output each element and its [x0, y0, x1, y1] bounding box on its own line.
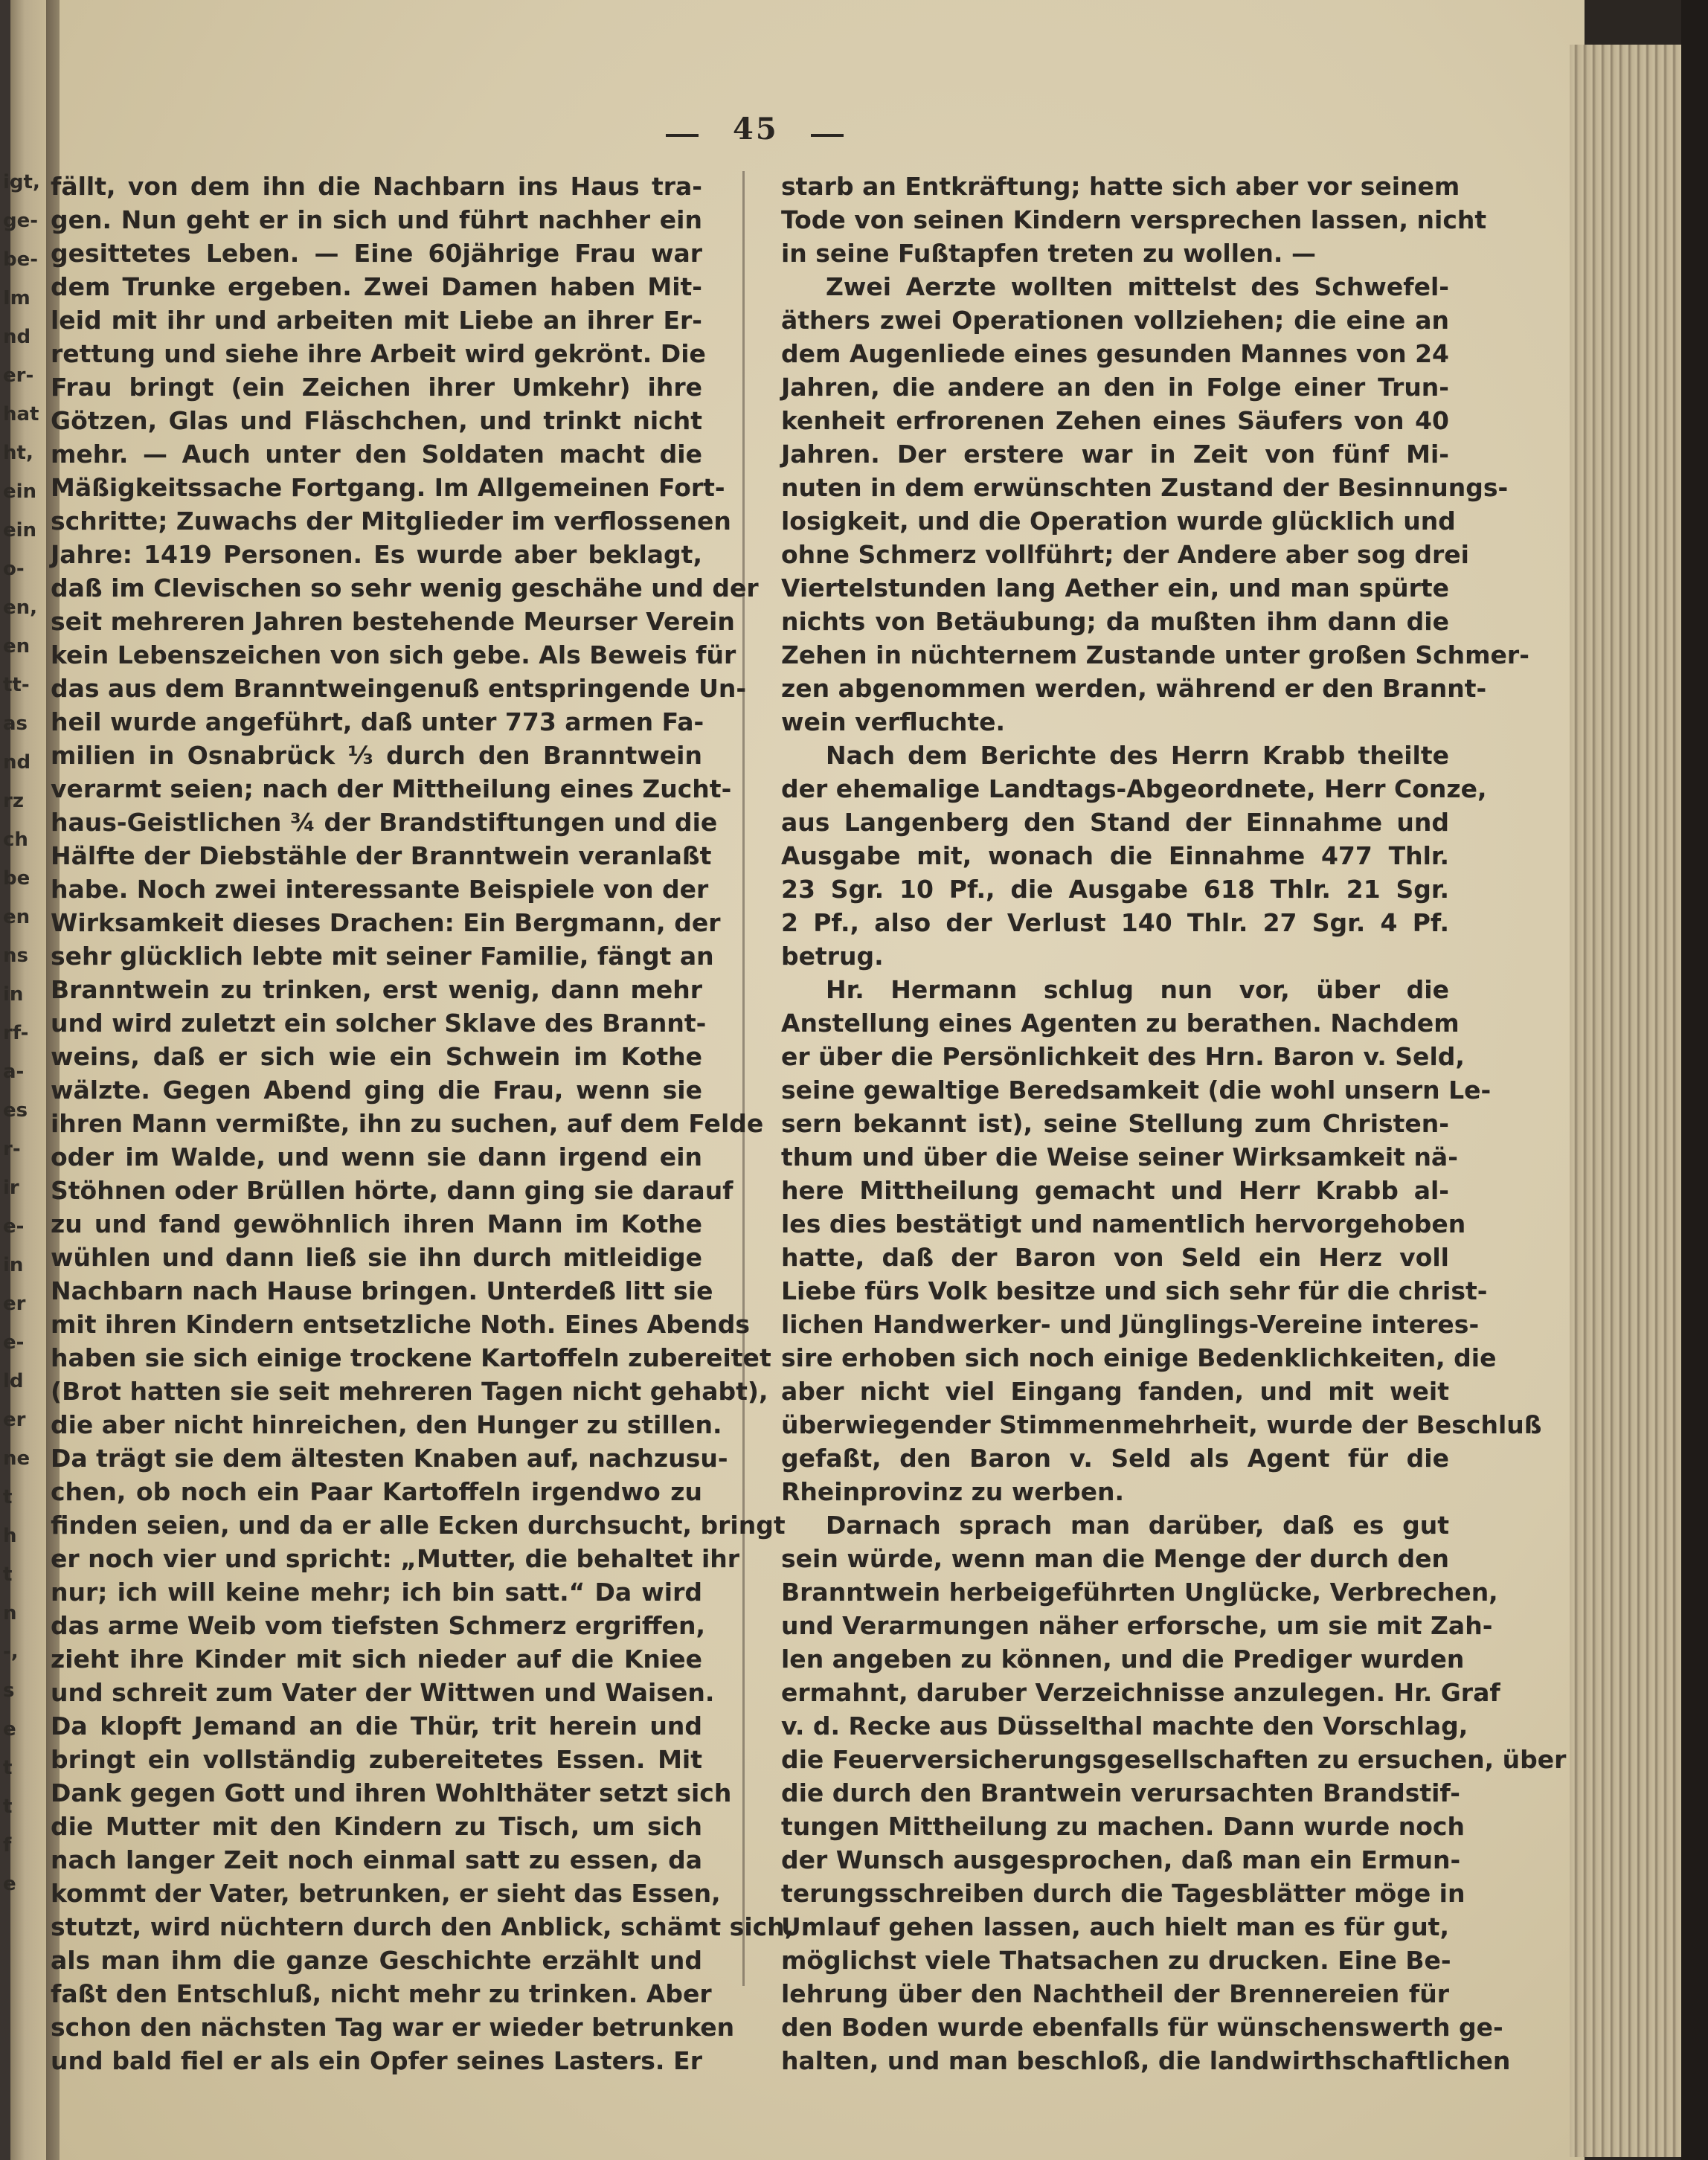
- text-line: Frau bringt (ein Zeichen ihrer Umkehr) ihre: [51, 373, 702, 402]
- previous-page-fragment: ein: [3, 519, 37, 541]
- previous-page-fragment: a-: [3, 1061, 25, 1083]
- previous-page-fragment: ein: [3, 480, 37, 503]
- text-line: v. d. Recke aus Düsselthal machte den Vorschlag,: [781, 1711, 1468, 1740]
- previous-page-fragment: e-: [3, 1215, 25, 1238]
- text-line: der ehemalige Landtags-Abgeordnete, Herr Conze,: [781, 774, 1487, 803]
- text-line: Wirksamkeit dieses Drachen: Ein Bergmann, der: [51, 908, 721, 937]
- text-line: finden seien, und da er alle Ecken durchsucht, bringt: [51, 1511, 786, 1540]
- previous-page-fragment: en,: [3, 597, 38, 619]
- text-line: milien in Osnabrück ⅓ durch den Branntwein: [51, 741, 702, 770]
- previous-page-fragment: en: [3, 906, 30, 928]
- text-line: und Verarmungen näher erforsche, um sie mit Zah-: [781, 1611, 1493, 1640]
- text-line: Nach dem Berichte des Herrn Krabb theilte: [826, 741, 1449, 770]
- text-line: fällt, von dem ihn die Nachbarn ins Haus tra-: [51, 172, 702, 201]
- text-line: Branntwein zu trinken, erst wenig, dann mehr: [51, 975, 702, 1004]
- text-line: überwiegender Stimmenmehrheit, wurde der Beschluß: [781, 1410, 1542, 1439]
- text-line: here Mittheilung gemacht und Herr Krabb al-: [781, 1176, 1449, 1205]
- text-line: schon den nächsten Tag war er wieder betrunken: [51, 2013, 735, 2042]
- text-line: sern bekannt ist), seine Stellung zum Christen-: [781, 1109, 1449, 1138]
- text-line: 2 Pf., also der Verlust 140 Thlr. 27 Sgr. 4 Pf.: [781, 908, 1449, 937]
- text-line: wälzte. Gegen Abend ging die Frau, wenn sie: [51, 1076, 702, 1105]
- text-line: len angeben zu können, und die Prediger wurden: [781, 1645, 1465, 1674]
- previous-page-fragment: ne: [3, 1447, 30, 1470]
- text-line: dem Augenliede eines gesunden Mannes von 24: [781, 339, 1449, 368]
- background-right: [1681, 0, 1708, 2160]
- text-line: haben sie sich einige trockene Kartoffeln zubereitet: [51, 1343, 771, 1372]
- text-line: Viertelstunden lang Aether ein, und man spürte: [781, 573, 1449, 602]
- previous-page-fragment: h: [3, 1525, 17, 1547]
- text-line: rettung und siehe ihre Arbeit wird gekrönt. Die: [51, 339, 706, 368]
- previous-page-fragment: t: [3, 1757, 13, 1779]
- text-line: schritte; Zuwachs der Mitglieder im verflossenen: [51, 507, 731, 536]
- previous-page-fragment: nd: [3, 326, 31, 348]
- previous-page-fragment: en: [3, 635, 30, 658]
- text-line: nuten in dem erwünschten Zustand der Besinnungs-: [781, 473, 1509, 502]
- text-line: losigkeit, und die Operation wurde glücklich und: [781, 507, 1456, 536]
- previous-page-fragment: ir: [3, 1177, 19, 1199]
- text-line: die aber nicht hinreichen, den Hunger zu stillen.: [51, 1410, 722, 1439]
- text-line: thum und über die Weise seiner Wirksamkeit nä-: [781, 1142, 1458, 1171]
- text-line: kommt der Vater, betrunken, er sieht das Essen,: [51, 1879, 721, 1908]
- previous-page-fragment: es: [3, 1099, 28, 1122]
- text-line: Tode von seinen Kindern versprechen lassen, nicht: [781, 205, 1487, 234]
- text-line: wein verfluchte.: [781, 707, 1006, 736]
- text-line: (Brot hatten sie seit mehreren Tagen nicht gehabt),: [51, 1377, 768, 1406]
- text-line: ohne Schmerz vollführt; der Andere aber sog drei: [781, 540, 1469, 569]
- previous-page-fragment: e: [3, 1873, 16, 1895]
- text-line: Hr. Hermann schlug nun vor, über die: [826, 975, 1449, 1004]
- text-line: Zwei Aerzte wollten mittelst des Schwefel-: [826, 272, 1449, 301]
- text-line: Stöhnen oder Brüllen hörte, dann ging sie darauf: [51, 1176, 733, 1205]
- text-line: lehrung über den Nachtheil der Brennereien für: [781, 1979, 1449, 2008]
- text-line: hatte, daß der Baron von Seld ein Herz voll: [781, 1243, 1449, 1272]
- text-column-right: [781, 170, 1567, 2077]
- text-line: chen, ob noch ein Paar Kartoffeln irgendwo zu: [51, 1477, 702, 1506]
- text-line: sein würde, wenn man die Menge der durch den: [781, 1544, 1449, 1573]
- text-line: gesittetes Leben. — Eine 60jährige Frau war: [51, 239, 702, 268]
- text-line: weins, daß er sich wie ein Schwein im Kothe: [51, 1042, 702, 1071]
- previous-page-fragment: t: [3, 1563, 13, 1586]
- text-line: stutzt, wird nüchtern durch den Anblick, schämt sich,: [51, 1912, 794, 1941]
- previous-page-fragment: ge-: [3, 210, 39, 232]
- text-line: terungsschreiben durch die Tagesblätter möge in: [781, 1879, 1465, 1908]
- previous-page-fragment: f: [3, 1834, 12, 1857]
- text-line: das aus dem Branntweingenuß entspringende Un-: [51, 674, 747, 703]
- previous-page-fragment: s: [3, 1680, 15, 1702]
- previous-page-fragment: o-: [3, 558, 25, 580]
- text-line: seine gewaltige Beredsamkeit (die wohl unsern Le-: [781, 1076, 1492, 1105]
- text-line: kein Lebenszeichen von sich gebe. Als Beweis für: [51, 640, 736, 669]
- text-line: in seine Fußtapfen treten zu wollen. —: [781, 239, 1316, 268]
- text-line: Branntwein herbeigeführten Unglücke, Verbrechen,: [781, 1578, 1498, 1607]
- text-line: und bald fiel er als ein Opfer seines Lasters. Er: [51, 2046, 702, 2075]
- previous-page-fragment: er-: [3, 364, 34, 387]
- text-line: halten, und man beschloß, die landwirthschaftlichen: [781, 2046, 1511, 2075]
- text-line: Da trägt sie dem ältesten Knaben auf, nachzusu-: [51, 1444, 728, 1473]
- text-line: die Mutter mit den Kindern zu Tisch, um sich: [51, 1812, 702, 1841]
- text-line: haus-Geistlichen ¾ der Brandstiftungen und die: [51, 808, 718, 837]
- text-line: faßt den Entschluß, nicht mehr zu trinken. Aber: [51, 1979, 712, 2008]
- previous-page-fragment: r-: [3, 1138, 21, 1160]
- previous-page-fragment: ld: [3, 1370, 24, 1392]
- text-line: Hälfte der Diebstähle der Branntwein veranlaßt: [51, 841, 712, 870]
- previous-page-fragment: hat: [3, 403, 39, 425]
- text-line: Jahren. Der erstere war in Zeit von fünf Mi-: [781, 440, 1449, 469]
- text-line: wühlen und dann ließ sie ihn durch mitleidige: [51, 1243, 702, 1272]
- text-line: Anstellung eines Agenten zu berathen. Nachdem: [781, 1009, 1460, 1038]
- text-line: nach langer Zeit noch einmal satt zu essen, da: [51, 1845, 702, 1874]
- text-line: mit ihren Kindern entsetzliche Noth. Eines Abends: [51, 1310, 750, 1339]
- previous-page-fragment: ch: [3, 829, 28, 851]
- previous-page-fragment: Im: [3, 287, 30, 309]
- text-line: aber nicht viel Eingang fanden, und mit weit: [781, 1377, 1449, 1406]
- previous-page-fragment: tt-: [3, 674, 30, 696]
- text-line: sire erhoben sich noch einige Bedenklichkeiten, die: [781, 1343, 1497, 1372]
- text-line: aus Langenberg den Stand der Einnahme und: [781, 808, 1449, 837]
- text-line: gefaßt, den Baron v. Seld als Agent für die: [781, 1444, 1449, 1473]
- text-line: Rheinprovinz zu werben.: [781, 1477, 1125, 1506]
- text-line: verarmt seien; nach der Mittheilung eines Zucht-: [51, 774, 732, 803]
- text-line: und schreit zum Vater der Wittwen und Waisen.: [51, 1678, 715, 1707]
- text-line: er über die Persönlichkeit des Hrn. Baron v. Seld,: [781, 1042, 1465, 1071]
- text-line: und wird zuletzt ein solcher Sklave des Brannt-: [51, 1009, 707, 1038]
- previous-page-fragment: in: [3, 1254, 24, 1276]
- previous-page-fragment: ns: [3, 945, 28, 967]
- text-line: lichen Handwerker- und Jünglings-Vereine interes-: [781, 1310, 1480, 1339]
- text-line: möglichst viele Thatsachen zu drucken. Eine Be-: [781, 1946, 1451, 1975]
- text-line: die durch den Brantwein verursachten Brandstif-: [781, 1778, 1460, 1807]
- previous-page-fragment: be-: [3, 248, 39, 271]
- previous-page-fragment: in: [3, 983, 24, 1006]
- text-line: ihren Mann vermißte, ihn zu suchen, auf dem Felde: [51, 1109, 764, 1138]
- previous-page-fragment: er: [3, 1293, 26, 1315]
- text-line: dem Trunke ergeben. Zwei Damen haben Mit-: [51, 272, 702, 301]
- previous-page-fragment: t: [3, 1796, 13, 1818]
- text-column-left: [51, 170, 794, 2077]
- previous-page-fragment: t: [3, 1486, 13, 1508]
- text-line: Mäßigkeitssache Fortgang. Im Allgemeinen Fort-: [51, 473, 725, 502]
- text-line: bringt ein vollständig zubereitetes Essen. Mit: [51, 1745, 702, 1774]
- previous-page-fragment: e-: [3, 1331, 25, 1354]
- text-line: leid mit ihr und arbeiten mit Liebe an ihrer Er-: [51, 306, 702, 335]
- page-number: 45: [733, 112, 779, 147]
- text-line: kenheit erfrorenen Zehen eines Säufers von 40: [781, 406, 1449, 435]
- text-line: tungen Mittheilung zu machen. Dann wurde noch: [781, 1812, 1465, 1841]
- previous-page-fragment: as: [3, 713, 28, 735]
- text-line: habe. Noch zwei interessante Beispiele von der: [51, 875, 709, 904]
- text-line: ermahnt, daruber Verzeichnisse anzulegen. Hr. Graf: [781, 1678, 1500, 1707]
- previous-page-fragment: ht,: [3, 442, 33, 464]
- text-line: zen abgenommen werden, während er den Brannt-: [781, 674, 1487, 703]
- text-line: mehr. — Auch unter den Soldaten macht die: [51, 440, 702, 469]
- text-line: zieht ihre Kinder mit sich nieder auf die Kniee: [51, 1645, 702, 1674]
- text-line: Da klopft Jemand an die Thür, trit herein und: [51, 1711, 702, 1740]
- text-line: den Boden wurde ebenfalls für wünschenswerth ge-: [781, 2013, 1503, 2042]
- text-line: nur; ich will keine mehr; ich bin satt.“ Da wird: [51, 1578, 702, 1607]
- text-line: Götzen, Glas und Fläschchen, und trinkt nicht: [51, 406, 702, 435]
- text-line: heil wurde angeführt, daß unter 773 armen Fa-: [51, 707, 704, 736]
- text-line: nichts von Betäubung; da mußten ihm dann die: [781, 607, 1449, 636]
- previous-page-fragment: -,: [3, 1641, 19, 1663]
- previous-page-fragment: e: [3, 1718, 16, 1740]
- text-line: Liebe fürs Volk besitze und sich sehr für die christ-: [781, 1276, 1488, 1305]
- text-line: Zehen in nüchternem Zustande unter großen Schmer-: [781, 640, 1529, 669]
- text-line: oder im Walde, und wenn sie dann irgend ein: [51, 1142, 702, 1171]
- text-line: das arme Weib vom tiefsten Schmerz ergriffen,: [51, 1611, 706, 1640]
- text-line: les dies bestätigt und namentlich hervorgehoben: [781, 1209, 1466, 1238]
- text-line: der Wunsch ausgesprochen, daß man ein Ermun-: [781, 1845, 1461, 1874]
- text-line: Nachbarn nach Hause bringen. Unterdeß litt sie: [51, 1276, 713, 1305]
- text-line: Dank gegen Gott und ihren Wohlthäter setzt sich: [51, 1778, 732, 1807]
- text-line: Umlauf gehen lassen, auch hielt man es für gut,: [781, 1912, 1449, 1941]
- previous-page-fragment: n: [3, 1602, 17, 1624]
- text-line: starb an Entkräftung; hatte sich aber vor seinem: [781, 172, 1460, 201]
- previous-page-fragment: nd: [3, 751, 31, 774]
- page-stack-edges: [1570, 45, 1681, 2157]
- previous-page-fragment: er: [3, 1409, 26, 1431]
- text-line: Jahre: 1419 Personen. Es wurde aber beklagt,: [51, 540, 702, 569]
- column-divider: [742, 171, 745, 1986]
- previous-page-fragment: rz: [3, 790, 24, 812]
- text-line: zu und fand gewöhnlich ihren Mann im Kothe: [51, 1209, 702, 1238]
- text-line: gen. Nun geht er in sich und führt nachher ein: [51, 205, 702, 234]
- text-line: 23 Sgr. 10 Pf., die Ausgabe 618 Thlr. 21 Sgr.: [781, 875, 1449, 904]
- text-line: Ausgabe mit, wonach die Einnahme 477 Thlr.: [781, 841, 1449, 870]
- text-line: Darnach sprach man darüber, daß es gut: [826, 1511, 1449, 1540]
- text-line: seit mehreren Jahren bestehende Meurser Verein: [51, 607, 735, 636]
- text-line: er noch vier und spricht: „Mutter, die behaltet ihr: [51, 1544, 740, 1573]
- text-line: die Feuerversicherungsgesellschaften zu ersuchen, über: [781, 1745, 1567, 1774]
- text-line: Jahren, die andere an den in Folge einer Trun-: [781, 373, 1449, 402]
- text-line: sehr glücklich lebte mit seiner Familie, fängt an: [51, 942, 714, 971]
- header-dash-left: [666, 134, 699, 137]
- header-dash-right: [811, 134, 844, 137]
- previous-page-fragment: be: [3, 867, 30, 890]
- previous-page-fragment: rf-: [3, 1022, 29, 1044]
- text-line: als man ihm die ganze Geschichte erzählt und: [51, 1946, 702, 1975]
- text-line: daß im Clevischen so sehr wenig geschähe und der: [51, 573, 759, 602]
- text-line: betrug.: [781, 942, 884, 971]
- text-line: äthers zwei Operationen vollziehen; die eine an: [781, 306, 1449, 335]
- previous-page-fragment: igt,: [3, 171, 40, 193]
